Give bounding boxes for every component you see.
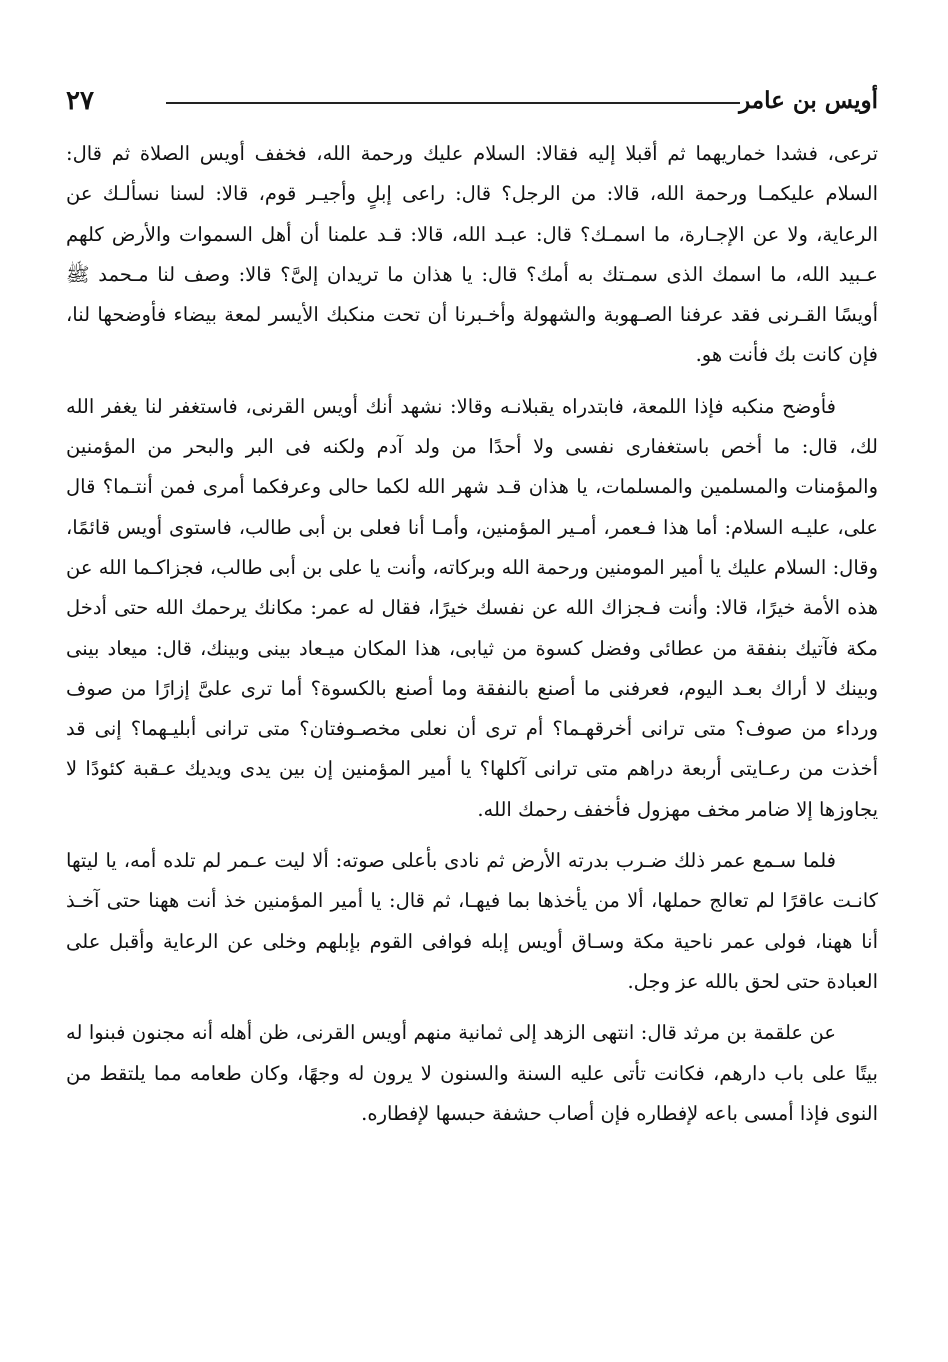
page-header [66, 84, 878, 120]
header-rule [166, 102, 740, 104]
body-text [66, 134, 878, 1134]
paragraph-3: فلما سـمع عمر ذلك ضـرب بدرته الأرض ثم نادى بأعلى صوته: ألا ليت عـمر لم تلده أمه، يا ليتها كانـت عاقرًا لم تعالج حملها، ألا من يأخذها بما فيهـا، ثم قال: يا أمير المؤمنين خذ أنت ههنا حتى آخـذ أنا ههنا، فولى عمر ناحية مكة وسـاق أويس إبله فوافى القوم بإبلهم وخلى عن الرعاية وأقبل على العبادة حتى لحق بالله عز وجل. [66, 849, 878, 993]
paragraph-1: ترعى، فشدا خماريهما ثم أقبلا إليه فقالا: السلام عليك ورحمة الله، فخفف أويس الصلاة ثم قال: السلام عليكمـا ورحمة الله، قالا: من الرجل؟ قال: راعى إبلٍ وأجيـر قوم، قالا: لسنا نسألـك عن الرعاية، ولا عن الإجـارة، ما اسمـك؟ قال: عبـد الله، قالا: قـد علمنا أن أهل السموات والأرض كلهم عـبيد الله، ما اسمك الذى سمـتك به أمك؟ قال: يا هذان ما تريدان إلىَّ؟ قالا: وصف لنا مـحمد ﷺ أويسًا القـرنى فقد عرفنا الصـهوبة والشهولة وأخـبرنا أن تحت منكبك الأيسر لمعة بيضاء فأوضحها لنا، فإن كانت بك فأنت هو. [66, 142, 878, 367]
paragraph-2: فأوضح منكبه فإذا اللمعة، فابتدراه يقبلانـه وقالا: نشهد أنك أويس القرنى، فاستغفر لنا يغفر الله لك، قال: ما أخص باستغفارى نفسى ولا أحدًا من ولد آدم ولكنه فى البر والبحر من المؤمنين والمؤمنات والمسلمين والمسلمات، يا هذان قـد شهر الله لكما حالى وعرفكما أمرى فمن أنتـما؟ قال على، عليـه السلام: أما هذا فـعمر، أمـير المؤمنين، وأمـا أنا فعلى بن أبى طالب، فاستوى أويس قائمًا، وقال: السلام عليك يا أمير المومنين ورحمة الله وبركاته، وأنت يا على بن أبى طالب، فجزاكـما الله عن هذه الأمة خيرًا، قالا: وأنت فـجزاك الله عن نفسك خيرًا، فقال له عمر: مكانك يرحمك الله حتى أدخل مكة فآتيك بنفقة من عطائى وفضل كسوة من ثيابى، هذا المكان ميـعاد بينى وبينك، قال: ميعاد بينى وبينك لا أراك بعـد اليوم، فعرفنى ما أصنع بالنفقة وما أصنع بالكسوة؟ أما ترى علىَّ إزارًا من صوف ورداء من صوف؟ متى ترانى أخرقهـما؟ أم ترى أن نعلى مخصـوفتان؟ متى ترانى أبليـهما؟ إنى قد أخذت من رعـايتى أربعة دراهم متى ترانى آكلها؟ يا أمير المؤمنين إن بين يدى ويديك عـقبة كئودًا لا يجاوزها إلا ضامر مخف مهزول فأخفف رحمك الله. [66, 394, 878, 821]
running-title: أويس بن عامر [739, 87, 878, 114]
page-number: ٢٧ [66, 86, 94, 116]
paragraph-4: عن علقمة بن مرثد قال: انتهى الزهد إلى ثمانية منهم أويس القرنى، ظن أهله أنه مجنون فبنوا له بيتًا على باب دارهم، فكانت تأتى عليه السنة والسنون لا يرون له وجهًا، وكان طعامه مما يلتقط من النوى فإذا أمسى باعه لإفطاره فإن أصاب حشفة حبسها لإفطاره. [66, 1021, 878, 1125]
